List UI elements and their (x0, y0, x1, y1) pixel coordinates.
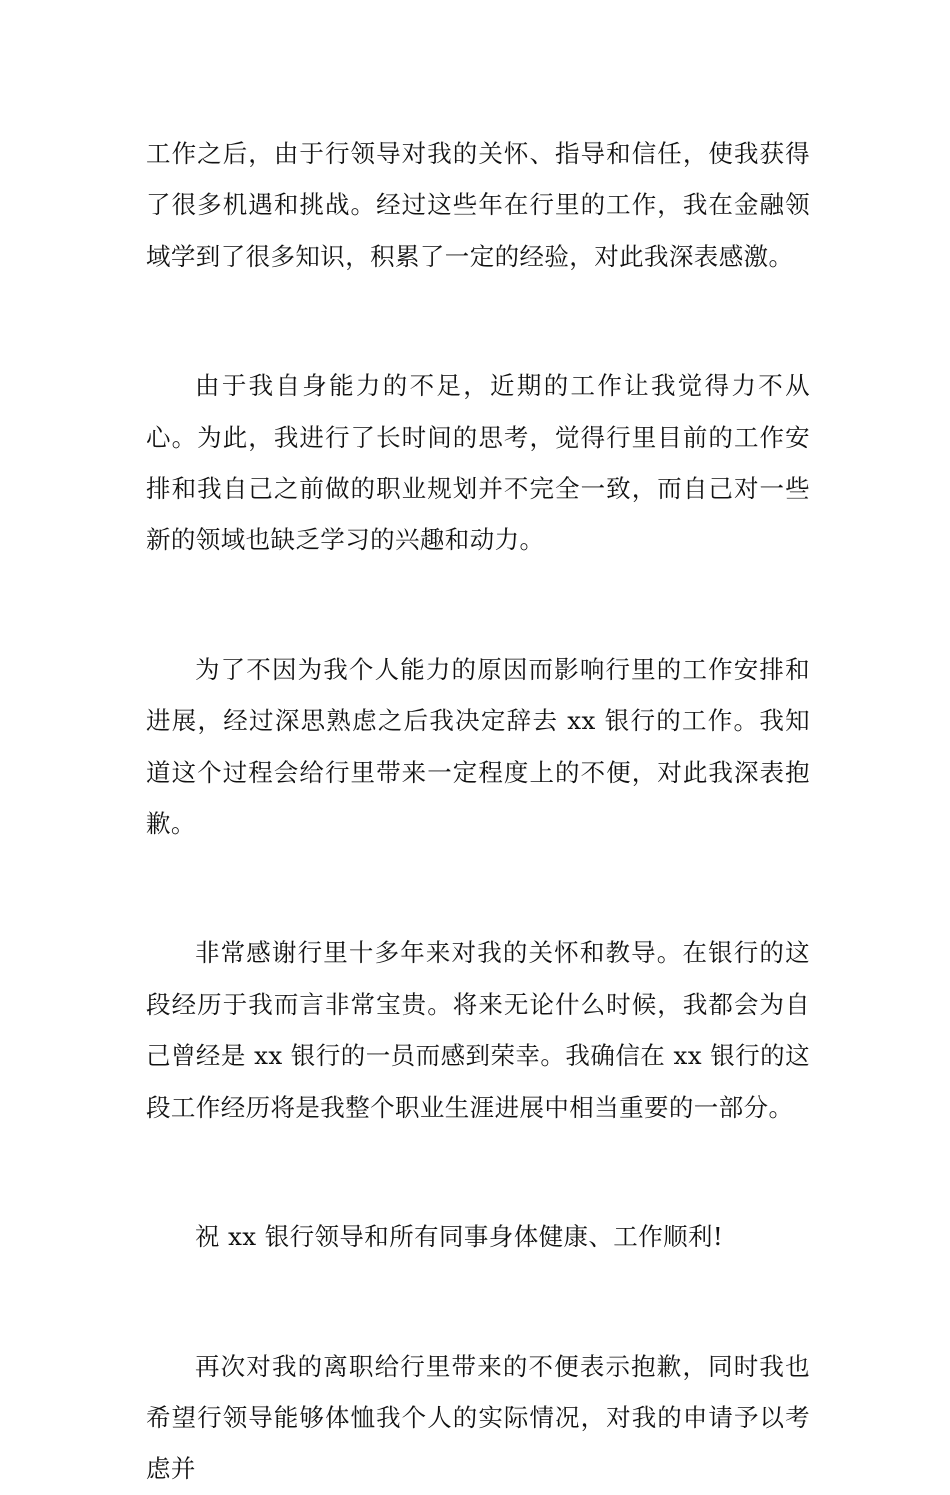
letter-body (146, 128, 810, 1495)
paragraph-reason: 由于我自身能力的不足，近期的工作让我觉得力不从心。为此，我进行了长时间的思考，觉得行里目前的工作安排和我自己之前做的职业规划并不完全一致，而自己对一些新的领域也缺乏学习的兴趣和动力。 (146, 371, 810, 555)
paragraph-apology: 再次对我的离职给行里带来的不便表示抱歉，同时我也希望行领导能够体恤我个人的实际情况，对我的申请予以考虑并 (146, 1351, 810, 1484)
paragraph-thanks: 非常感谢行里十多年来对我的关怀和教导。在银行的这段经历于我而言非常宝贵。将来无论什么时候，我都会为自己曾经是 xx 银行的一员而感到荣幸。我确信在 xx 银行的这段工作经历将是我整个职业生涯进展中相当重要的一部分。 (146, 938, 810, 1122)
paragraph-wishes: 祝 xx 银行领导和所有同事身体健康、工作顺利! (195, 1222, 724, 1252)
paragraph-gratitude: 工作之后，由于行领导对我的关怀、指导和信任，使我获得了很多机遇和挑战。经过这些年在行里的工作，我在金融领域学到了很多知识，积累了一定的经验，对此我深表感激。 (146, 139, 810, 271)
paragraph-decision: 为了不因为我个人能力的原因而影响行里的工作安排和进展，经过深思熟虑之后我决定辞去 xx 银行的工作。我知道这个过程会给行里带来一定程度上的不便，对此我深表抱歉。 (146, 654, 810, 839)
